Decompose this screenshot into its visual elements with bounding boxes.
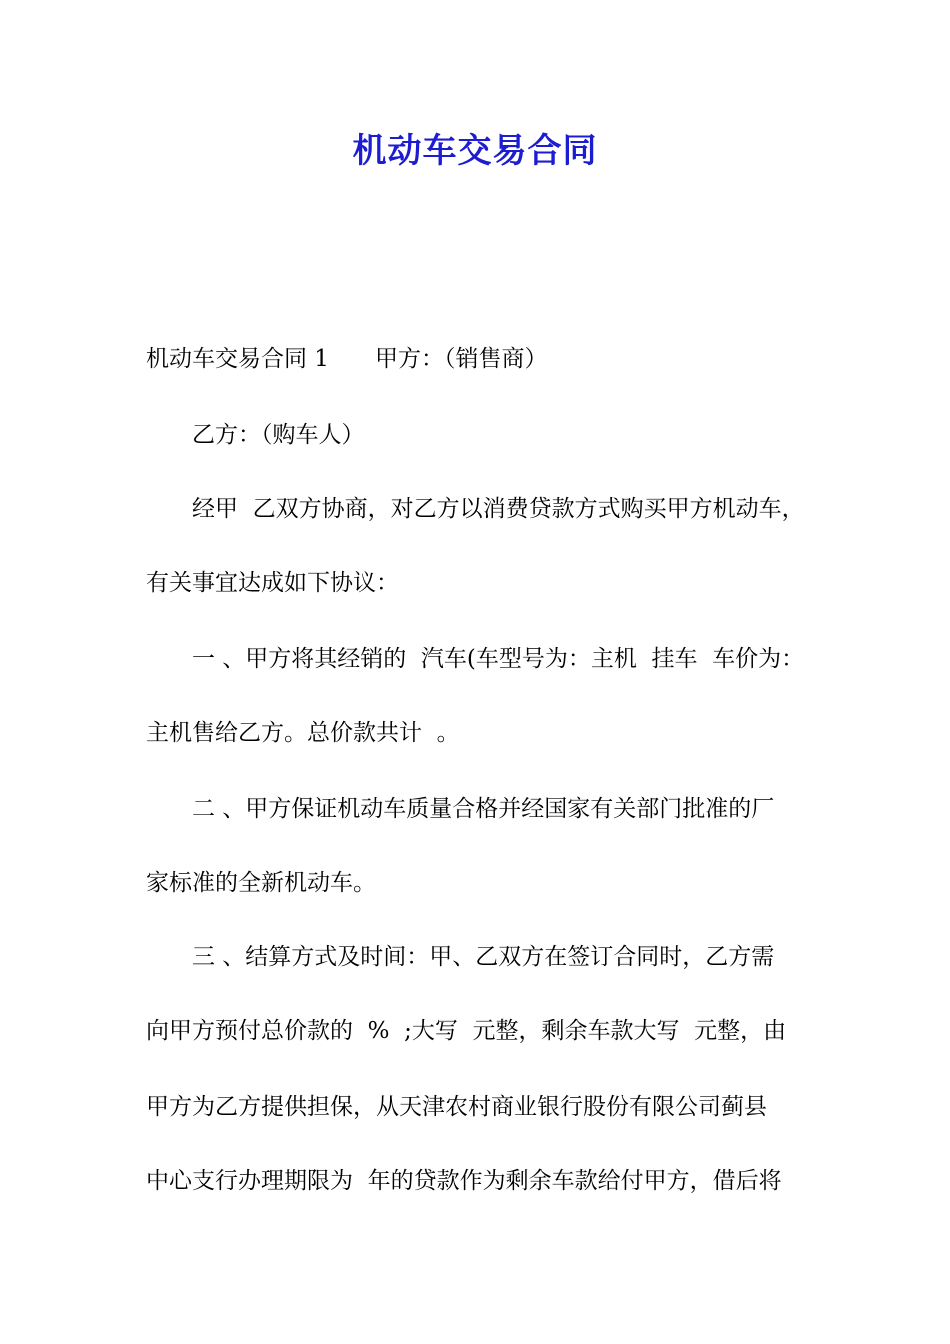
clause-one-line: 一 、甲方将其经销的 汽车(车型号为：主机 挂车 车价为： — [192, 646, 805, 672]
body-text-line: 有关事宜达成如下协议： — [146, 570, 399, 596]
contract-party-b-line: 乙方：（购车人） — [192, 422, 365, 448]
body-text-line: 主机售给乙方。总价款共计 。 — [146, 720, 460, 746]
body-text-line: 甲方为乙方提供担保，从天津农村商业银行股份有限公司蓟县 — [146, 1094, 767, 1120]
body-text-line: 经甲 乙双方协商，对乙方以消费贷款方式购买甲方机动车， — [192, 496, 805, 522]
body-text-line: 中心支行办理期限为 年的贷款作为剩余车款给付甲方，借后将 — [146, 1168, 782, 1194]
contract-party-a-line: 机动车交易合同 1 甲方：（销售商） — [146, 346, 548, 372]
body-text-line: 家标准的全新机动车。 — [146, 870, 376, 896]
clause-two-line: 二 、甲方保证机动车质量合格并经国家有关部门批准的厂 — [192, 796, 775, 822]
document-title: 机动车交易合同 — [352, 131, 598, 171]
clause-three-line: 三 、结算方式及时间：甲、乙双方在签订合同时，乙方需 — [192, 944, 775, 970]
body-text-line: 向甲方预付总价款的 % ;大写 元整，剩余车款大写 元整，由 — [146, 1018, 787, 1044]
